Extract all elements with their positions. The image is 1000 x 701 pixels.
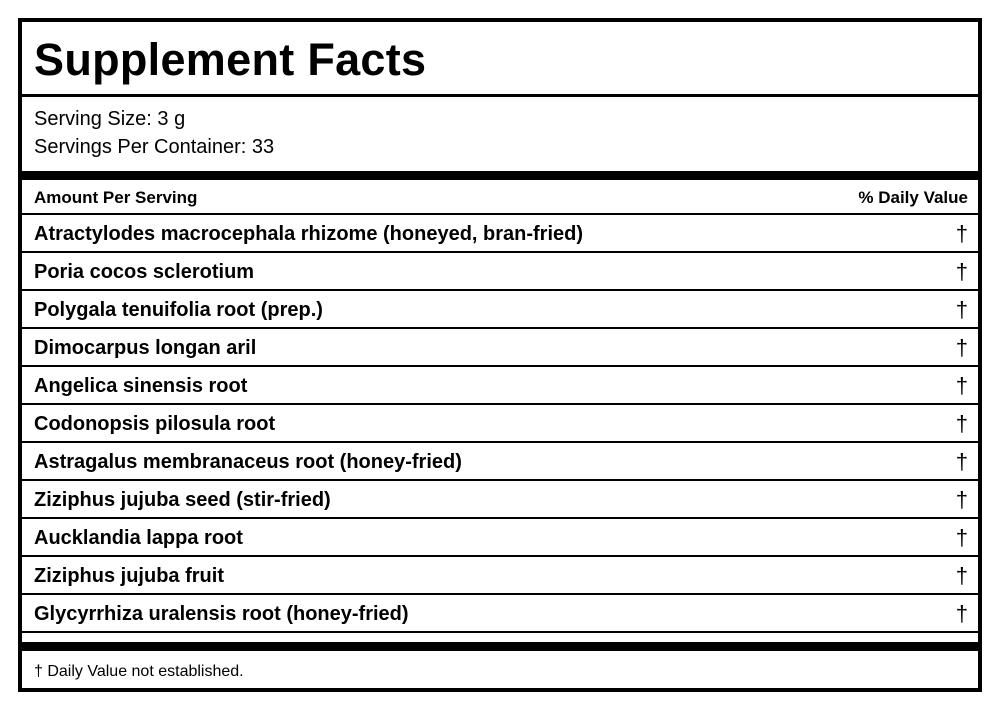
ingredient-name: Aucklandia lappa root [34,527,243,549]
ingredient-name: Atractylodes macrocephala rhizome (honeyed, bran-fried) [34,223,584,245]
panel-title: Supplement Facts [34,34,427,85]
ingredient-name: Poria cocos sclerotium [34,261,255,283]
ingredient-row [22,215,978,253]
daily-value-dagger: † [955,335,968,360]
serving-info [22,97,978,171]
thick-divider-bottom [22,642,978,651]
daily-value-dagger: † [955,487,968,512]
ingredient-row [22,253,978,291]
panel-title-box [22,22,978,97]
ingredient-name: Astragalus membranaceus root (honey-fried) [34,451,462,473]
ingredient-row [22,405,978,443]
column-header-row [22,180,978,215]
ingredient-name: Polygala tenuifolia root (prep.) [34,299,323,321]
blank-spacer [22,633,978,642]
ingredient-row [22,443,978,481]
servings-per-container: Servings Per Container: 33 [34,136,275,158]
ingredient-row [22,519,978,557]
daily-value-header: % Daily Value [858,188,968,207]
ingredient-row [22,595,978,633]
daily-value-dagger: † [955,221,968,246]
ingredient-row [22,291,978,329]
ingredient-row [22,557,978,595]
ingredient-row [22,481,978,519]
daily-value-dagger: † [955,563,968,588]
ingredient-name: Glycyrrhiza uralensis root (honey-fried) [34,603,409,625]
daily-value-dagger: † [955,297,968,322]
daily-value-dagger: † [955,525,968,550]
daily-value-dagger: † [955,259,968,284]
ingredient-name: Ziziphus jujuba seed (stir-fried) [34,489,331,511]
daily-value-dagger: † [955,449,968,474]
amount-per-serving-header: Amount Per Serving [34,188,198,207]
footnote: † Daily Value not established. [34,663,244,680]
ingredient-row [22,367,978,405]
thick-divider [22,171,978,180]
ingredient-list [22,215,978,633]
ingredient-row [22,329,978,367]
daily-value-dagger: † [955,373,968,398]
supplement-facts-panel [18,18,982,692]
daily-value-dagger: † [955,601,968,626]
ingredient-name: Codonopsis pilosula root [34,413,276,435]
ingredient-name: Angelica sinensis root [34,375,248,397]
serving-size: Serving Size: 3 g [34,108,186,130]
ingredient-name: Dimocarpus longan aril [34,337,257,359]
daily-value-dagger: † [955,411,968,436]
ingredient-name: Ziziphus jujuba fruit [34,565,224,587]
